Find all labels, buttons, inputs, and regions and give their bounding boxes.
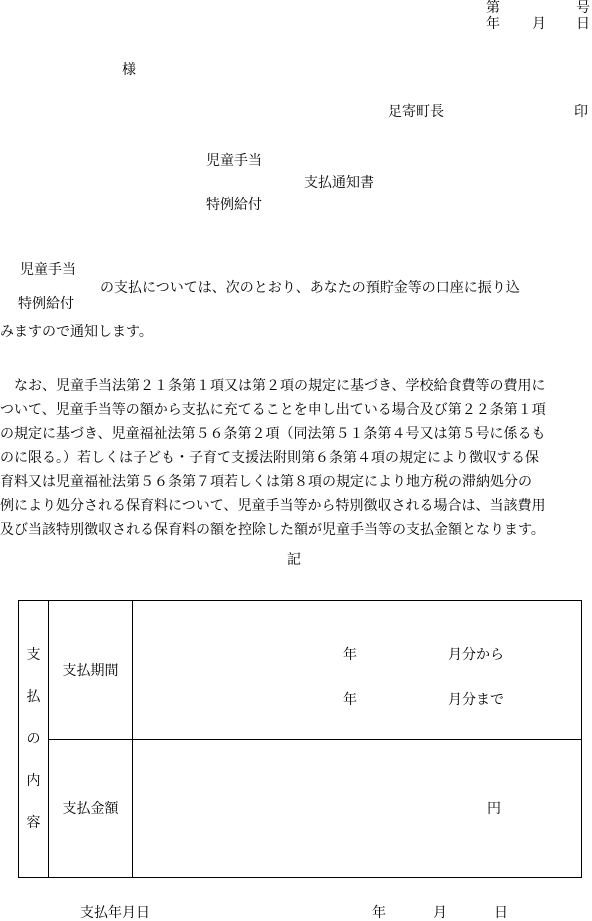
notice-line: なお、児童手当法第２１条第１項又は第２項の規定に基づき、学校給食費等の費用に (14, 378, 546, 394)
notice-line: 及び当該特別徴収される保育料の額を控除した額が児童手当等の支払金額となります。 (0, 522, 545, 538)
period-from-year: 年 (343, 647, 357, 663)
notice-paragraph (0, 374, 592, 542)
side-label-char: 容 (26, 815, 41, 831)
side-label (19, 601, 49, 878)
amount-unit: 円 (487, 800, 501, 817)
amount-label: 支払金額 (62, 801, 119, 818)
date-month: 月 (532, 16, 546, 32)
date-year: 年 (486, 16, 500, 32)
period-from-month: 月分から (448, 647, 504, 663)
notice-line: 例により処分される保育料について、児童手当等から特別徴収される場合は、当該費用 (0, 498, 546, 514)
addressee-honorific: 様 (122, 62, 136, 78)
payment-date-label: 支払年月日 (80, 905, 150, 921)
intro-line1: の支払については、次のとおり、あなたの預貯金等の口座に振り込 (100, 280, 520, 296)
sender-name: 足寄町長 (388, 104, 444, 120)
doc-number-suffix: 号 (576, 0, 590, 16)
doc-number-prefix: 第 (486, 0, 500, 16)
date-day: 日 (576, 16, 590, 32)
title-line1: 児童手当 (206, 153, 262, 169)
side-label-char: 支 (26, 647, 41, 663)
seal-mark: 印 (574, 104, 588, 120)
notice-line: のに限る。）若しくは子ども・子育て支援法附則第６条第４項の規定により徴収する保 (0, 450, 539, 466)
payment-date-day: 日 (494, 905, 508, 921)
payment-details-table (18, 600, 582, 878)
notice-line: の規定に基づき、児童福祉法第５６条第２項（同法第５１条第４号又は第５号に係るも (0, 426, 546, 442)
page-title: 支払通知書 (304, 175, 374, 191)
notice-line: ついて、児童手当等の額から支払に充てることを申し出ている場合及び第２２条第１項 (0, 402, 546, 418)
intro-line2: みますので通知します。 (0, 324, 153, 340)
period-to-year: 年 (343, 692, 357, 708)
side-label-char: の (26, 731, 41, 747)
notice-line: 育料又は児童福祉法第５６条第７項若しくは第８項の規定により地方税の滞納処分の (0, 474, 532, 490)
period-label: 支払期間 (62, 662, 119, 679)
period-row (19, 601, 582, 740)
period-value-cell (133, 601, 582, 740)
period-label-cell (49, 601, 133, 740)
payment-date-year: 年 (372, 905, 386, 921)
side-label-char: 払 (26, 689, 41, 705)
title-line2: 特例給付 (206, 197, 262, 213)
amount-label-cell (49, 739, 133, 878)
amount-row (19, 739, 582, 878)
amount-value-cell (133, 739, 582, 878)
period-to-month: 月分まで (448, 692, 504, 708)
ki-mark: 記 (287, 552, 301, 568)
payment-date-month: 月 (433, 905, 447, 921)
side-label-char: 内 (26, 773, 41, 789)
intro-upper-label: 児童手当 (20, 262, 76, 278)
intro-lower-label: 特例給付 (18, 296, 74, 312)
